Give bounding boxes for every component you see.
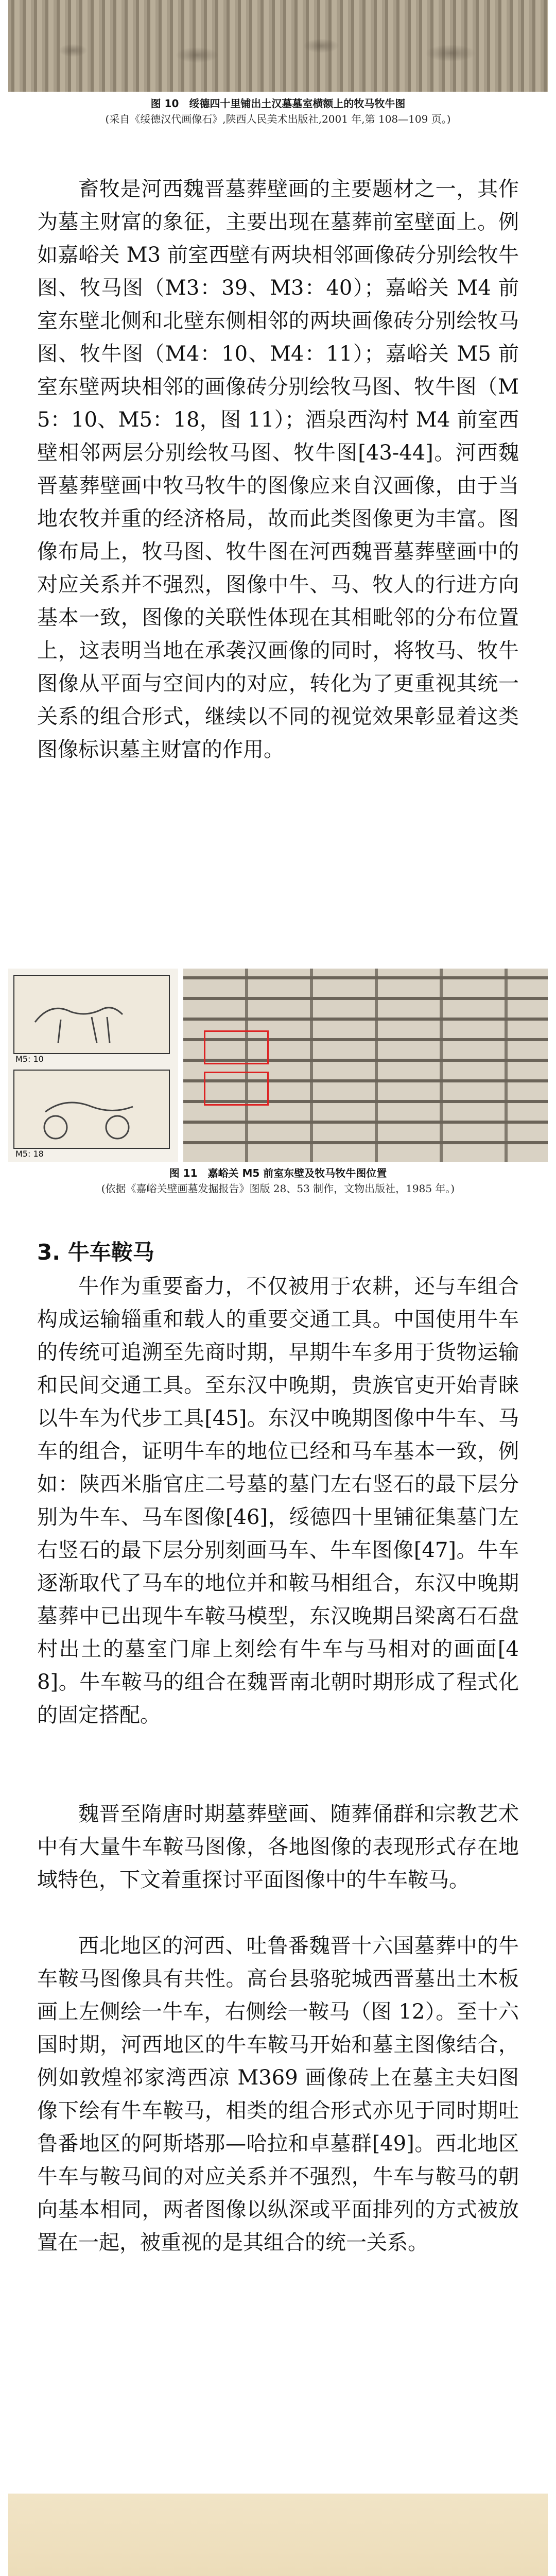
paragraph-herding: 畜牧是河西魏晋墓葬壁画的主要题材之一，其作为墓主财富的象征，主要出现在墓葬前室壁面上。例如嘉峪关 M3 前室西壁有两块相邻画像砖分别绘牧牛图、牧马图（M3：39、M3：40）；嘉峪关 M4 前室东壁北侧和北壁东侧相邻的两块画像砖分别绘牧马图、牧牛图（M4：10、M4：11）；嘉峪关 M5 前室东壁两块相邻的画像砖分别绘牧马图、牧牛图（M5：10、M5：18，图 11）；酒泉西沟村 M4 前室西壁相邻两层分别绘牧马图、牧牛图[43-44]。河西魏晋墓葬壁画中牧马牧牛的图像应来自汉画像，由于当地农牧并重的经济格局，故而此类图像更为丰富。图像布局上，牧马图、牧牛图在河西魏晋墓葬壁画中的对应关系并不强烈，图像中牛、马、牧人的行进方向基本一致，图像的关联性体现在其相毗邻的分布位置上，这表明当地在承袭汉画像的同时，将牧马、牧牛图像从平面与空间内的对应，转化为了更重视其统一关系的组合形式，继续以不同的视觉效果彰显着这类图像标识墓主财富的作用。 [37,177,519,761]
horse-sketch-icon [14,976,169,1053]
relief-image-figure10 [8,0,548,92]
figure10-title: 图 10 绥德四十里铺出土汉墓墓室横额上的牧马牧牛图 [150,97,406,110]
horse-herding-sketch [13,975,170,1054]
figure11-image [8,969,548,1162]
figure11-source: (依据《嘉峪关壁画墓发掘报告》图版 28、53 制作，文物出版社，1985 年。) [101,1182,455,1195]
ox-herding-sketch [13,1070,170,1149]
tomb-wall-photo [183,969,548,1162]
figure10-source: (采自《绥德汉代画像石》,陕西人民美术出版社,2001 年,第 108—109 页。) [105,113,451,125]
section-title-ox-cart-saddle-horse: 3. 牛车鞍马 [37,1240,154,1265]
paragraph-ox-cart: 牛作为重要畜力，不仅被用于农耕，还与车组合构成运输辎重和载人的重要交通工具。中国使用牛车的传统可追溯至先商时期，早期牛车多用于货物运输和民间交通工具。至东汉中晚期，贵族官吏开始青睐以牛车为代步工具[45]。东汉中晚期图像中牛车、马车的组合，证明牛车的地位已经和马车基本一致，例如：陕西米脂官庄二号墓的墓门左右竖石的最下层分别为牛车、马车图像[46]，绥德四十里铺征集墓门左右竖石的最下层分别刻画马车、牛车图像[47]。牛车逐渐取代了马车的地位并和鞍马相组合，东汉中晚期墓葬中已出现牛车鞍马模型，东汉晚期吕梁离石石盘村出土的墓室门扉上刻绘有牛车与马相对的画面[48]。牛车鞍马的组合在魏晋南北朝时期形成了程式化的固定搭配。 [37,1275,519,1727]
ox-cart-horse-painting-icon [8,2494,548,2576]
herding-sketch-panel [8,969,178,1162]
ox-sketch-icon [14,1071,169,1148]
highlight-box-m5-10 [204,1030,269,1064]
highlight-box-m5-18 [204,1072,269,1106]
paragraph-northwest: 西北地区的河西、吐鲁番魏晋十六国墓葬中的牛车鞍马图像具有共性。高台县骆驼城西晋墓出土木板画上左侧绘一牛车，右侧绘一鞍马（图 12）。至十六国时期，河西地区的牛车鞍马开始和墓主图像结合，例如敦煌祁家湾西凉 M369 画像砖上在墓主夫妇图像下绘有牛车鞍马，相类的组合形式亦见于同时期吐鲁番地区的阿斯塔那—哈拉和卓墓群[49]。西北地区牛车与鞍马间的对应关系并不强烈，牛车与鞍马的朝向基本相同，两者图像以纵深或平面排列的方式被放置在一起，被重视的是其组合的统一关系。 [37,1934,519,2255]
figure11-title: 图 11 嘉峪关 M5 前室东壁及牧马牧牛图位置 [169,1167,387,1179]
figure11-label-bottom: M5: 18 [15,1149,44,1159]
figure10-caption [21,96,535,127]
figure11-label-top: M5: 10 [15,1054,44,1064]
paragraph-wei-jin-sui-tang: 魏晋至隋唐时期墓葬壁画、随葬俑群和宗教艺术中有大量牛车鞍马图像，各地图像的表现形式存在地域特色，下文着重探讨平面图像中的牛车鞍马。 [37,1802,519,1892]
figure11-caption [21,1165,535,1196]
wooden-board-painting [8,2494,548,2576]
